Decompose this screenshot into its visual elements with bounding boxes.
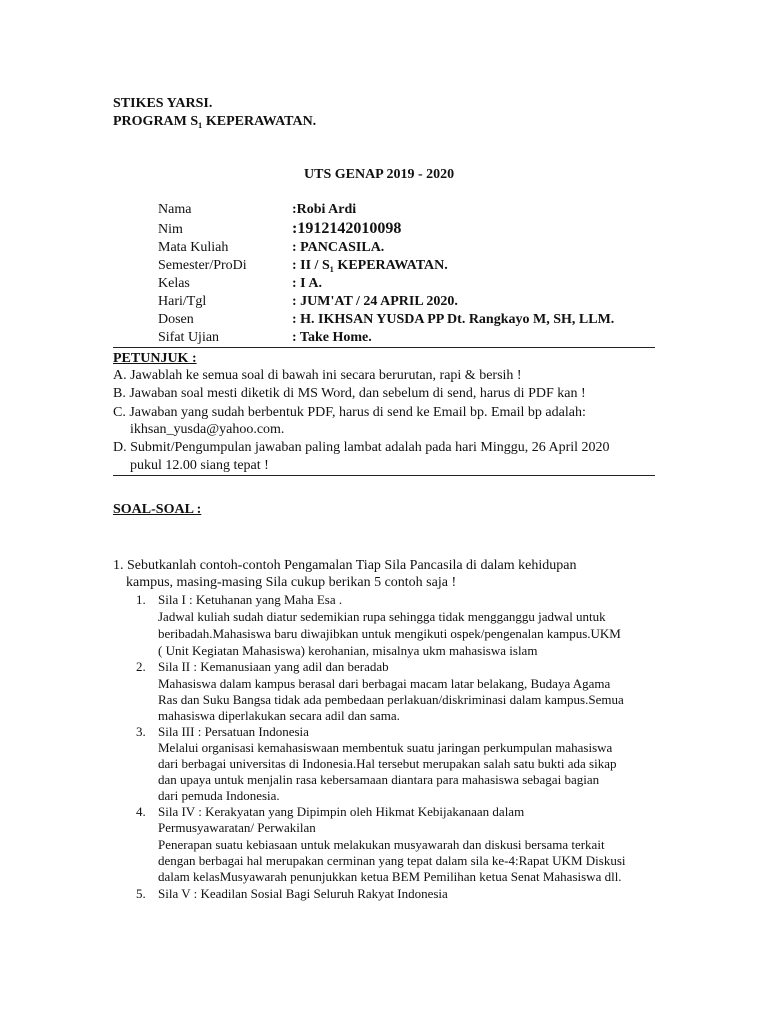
info-value-dosen: : H. IKHSAN YUSDA PP Dt. Rangkayo M, SH, LLM. [292,312,615,327]
item-3-number: 3. [136,724,146,739]
info-value-sifat-ujian: : Take Home. [292,330,372,345]
info-label-sifat-ujian: Sifat Ujian [158,330,220,345]
info-value-mata-kuliah: : PANCASILA. [292,240,385,255]
item-1-line-3: ( Unit Kegiatan Mahasiswa) kerohanian, misalnya ukm mahasiswa islam [158,643,538,658]
info-value-hari-tgl: : JUM'AT / 24 APRIL 2020. [292,294,458,309]
petunjuk-line-b: B. Jawaban soal mesti diketik di MS Word, dan sebelum di send, harus di PDF kan ! [113,386,586,401]
petunjuk-line-c: C. Jawaban yang sudah berbentuk PDF, harus di send ke Email bp. Email bp adalah: [113,405,586,420]
info-label-kelas: Kelas [158,276,190,291]
soal-title: SOAL-SOAL : [113,502,202,517]
item-2-number: 2. [136,659,146,674]
petunjuk-email: ikhsan_yusda@yahoo.com. [130,422,285,437]
question-line-2: kampus, masing-masing Sila cukup berikan 5 contoh saja ! [126,575,457,590]
question-line-1: 1. Sebutkanlah contoh-contoh Pengamalan Tiap Sila Pancasila di dalam kehidupan [113,558,577,573]
item-4-number: 4. [136,804,146,819]
exam-title: UTS GENAP 2019 - 2020 [304,167,455,182]
item-3-line-1: Melalui organisasi kemahasiswaan membentuk suatu jaringan perkumpulan mahasiswa [158,740,613,755]
petunjuk-line-d-cont: pukul 12.00 siang tepat ! [130,458,269,473]
info-label-hari-tgl: Hari/Tgl [158,294,207,309]
item-5-title: Sila V : Keadilan Sosial Bagi Seluruh Rakyat Indonesia [158,886,448,901]
item-1-title: Sila I : Ketuhanan yang Maha Esa . [158,592,343,607]
info-value-nim: :1912142010098 [292,220,402,237]
item-3-line-2: dari berbagai universitas di Indonesia.Hal tersebut merupakan salah satu bukti ada sikap [158,756,617,771]
divider-top [113,347,655,348]
info-label-nama: Nama [158,202,192,217]
info-label-mata-kuliah: Mata Kuliah [158,240,229,255]
item-5-number: 5. [136,886,146,901]
item-2-line-1: Mahasiswa dalam kampus berasal dari berbagai macam latar belakang, Budaya Agama [158,676,611,691]
petunjuk-line-d: D. Submit/Pengumpulan jawaban paling lambat adalah pada hari Minggu, 26 April 2020 [113,440,610,455]
item-1-line-1: Jadwal kuliah sudah diatur sedemikian rupa sehingga tidak mengganggu jadwal untuk [158,609,606,624]
item-3-line-3: dan upaya untuk menjalin rasa kebersamaan diantara para mahasiswa sebagai bagian [158,772,600,787]
info-value-nama: :Robi Ardi [292,202,357,217]
petunjuk-title: PETUNJUK : [113,351,197,366]
item-1-number: 1. [136,592,146,607]
divider-bottom [113,475,655,476]
item-3-title: Sila III : Persatuan Indonesia [158,724,309,739]
program-name: PROGRAM S₁ KEPERAWATAN. [113,114,317,129]
info-label-nim: Nim [158,222,183,237]
item-4-line-1: Penerapan suatu kebiasaan untuk melakukan musyawarah dan diskusi bersama terkait [158,837,605,852]
institution-name: STIKES YARSI. [113,96,213,111]
info-label-semester: Semester/ProDi [158,258,247,273]
item-4-line-2: dengan berbagai hal merupakan cerminan yang tepat dalam sila ke-4:Rapat UKM Diskusi [158,853,626,868]
petunjuk-line-a: A. Jawablah ke semua soal di bawah ini secara berurutan, rapi & bersih ! [113,368,522,383]
info-label-dosen: Dosen [158,312,194,327]
item-1-line-2: beribadah.Mahasiswa baru diwajibkan untuk mengikuti ospek/pengenalan kampus.UKM [158,626,621,641]
item-2-line-2: Ras dan Suku Bangsa tidak ada pembedaan perlakuan/diskriminasi dalam kampus.Semua [158,692,624,707]
info-value-semester: : II / S₁ KEPERAWATAN. [292,258,448,273]
item-4-title: Sila IV : Kerakyatan yang Dipimpin oleh Hikmat Kebijakanaan dalam [158,804,525,819]
item-4-line-3: dalam kelasMusyawarah penunjukkan ketua BEM Pemilihan ketua Senat Mahasiswa dll. [158,869,622,884]
item-2-title: Sila II : Kemanusiaan yang adil dan beradab [158,659,389,674]
info-value-kelas: : I A. [292,276,322,291]
item-3-line-4: dari pemuda Indonesia. [158,788,280,803]
item-2-line-3: mahasiswa diperlakukan secara adil dan sama. [158,708,400,723]
item-4-title-cont: Permusyawaratan/ Perwakilan [158,820,316,835]
